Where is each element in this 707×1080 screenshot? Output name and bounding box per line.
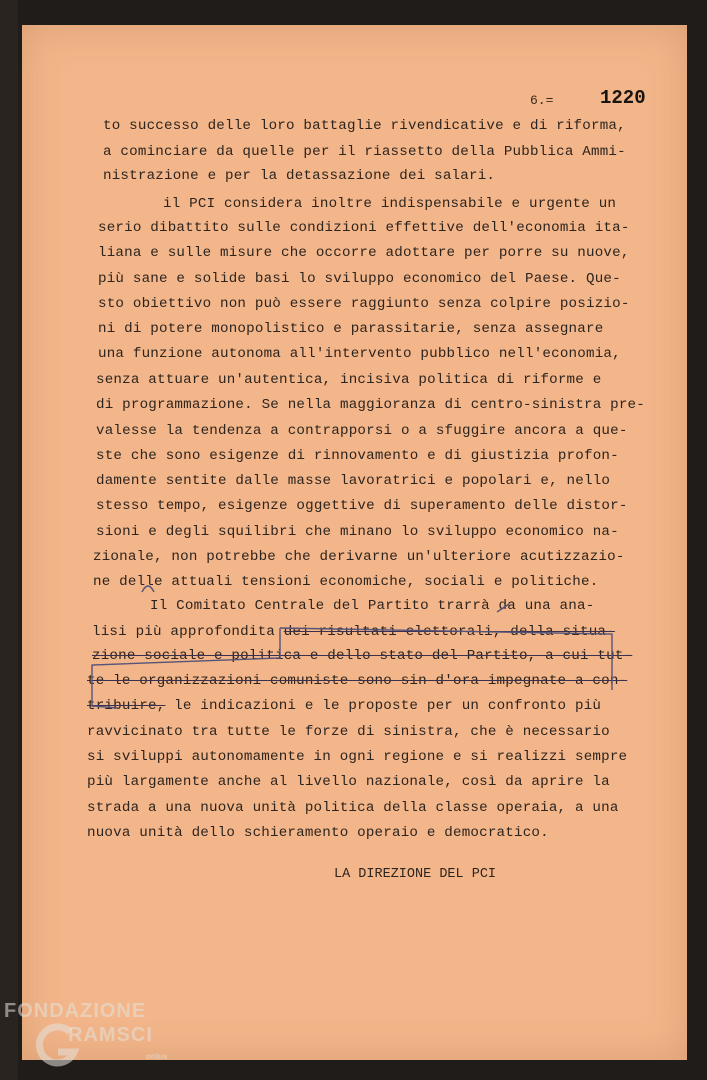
text-line [87,774,610,790]
line-text: il PCI considera inoltre indispensabile e urgente un [163,196,617,212]
line-text: strada a una nuova unità politica della classe operaia, a una [87,800,619,816]
text-line [103,144,626,160]
archive-border [0,0,18,1080]
text-line [96,473,610,489]
line-text: sioni e degli squilibri che minano lo sviluppo economico na- [96,524,619,540]
line-text: zionale, non potrebbe che derivarne un'ulteriore acutizzazio- [93,549,625,565]
text-line [96,498,628,514]
text-line [87,724,610,740]
text-line [98,321,603,337]
line-text: ni di potere monopolistico e parassitarie, senza assegnare [98,321,604,337]
signature-line: LA DIREZIONE DEL PCI [334,867,497,882]
text-line [87,749,627,765]
text-line [87,800,619,816]
archive-stamp-number: 1220 [600,87,646,109]
text-line [98,296,630,312]
text-line [92,624,615,640]
struck-text: dei risultati elettorali, della situa- [283,624,615,640]
text-line [96,372,601,388]
text-line [92,648,632,664]
line-text: nuova unità dello schieramento operaio e democratico. [87,825,549,841]
line-text: ravvicinato tra tutte le forze di sinistra, che è necessario [87,724,610,740]
line-text: stesso tempo, esigenze oggettive di superamento delle distor- [96,498,628,514]
text-line [93,549,625,565]
line-text: senza attuare un'autentica, incisiva politica di riforme e [96,372,602,388]
text-line [98,271,621,287]
line-text-after: le indicazioni e le proposte per un confronto più [165,698,602,714]
line-text: una funzione autonoma all'intervento pubblico nell'economia, [98,346,621,362]
struck-text: te le organizzazioni comuniste sono sin d'ora impegnate a con- [87,673,628,689]
text-line [98,220,630,236]
line-text: serio dibattito sulle condizioni effettive dell'economia ita- [98,220,630,236]
line-text: sto obiettivo non può essere raggiunto senza colpire posizio- [98,296,630,312]
watermark-line1: FONDAZIONE [4,1000,147,1022]
text-line [96,397,645,413]
line-text: si sviluppi autonomamente in ogni regione e si realizzi sempre [87,749,628,765]
text-line [87,825,549,841]
line-text: nistrazione e per la detassazione dei salari. [103,168,496,184]
text-line [87,698,601,714]
struck-text: tribuire, [87,698,166,714]
line-text: to successo delle loro battaglie rivendicative e di riforma, [103,118,626,134]
text-line [103,168,495,184]
line-text: Il Comitato Centrale del Partito trarrà da una ana- [150,598,595,614]
line-text: a cominciare da quelle per il riassetto della Pubblica Ammi- [103,144,626,160]
line-text: liana e sulle misure che occorre adottare per porre su nuove, [98,245,630,261]
text-line [98,245,630,261]
line-text: damente sentite dalle masse lavoratrici e popolari e, nello [96,473,611,489]
text-line [98,346,621,362]
line-text: di programmazione. Se nella maggioranza di centro-sinistra pre- [96,397,645,413]
text-line [96,524,619,540]
text-line [103,118,626,134]
line-text: ste che sono esigenze di rinnovamento e di giustizia profon- [96,448,619,464]
line-text: lisi più approfondita [92,624,275,640]
text-line [150,598,594,614]
line-text: valesse la tendenza a contrapporsi o a sfuggire ancora a que- [96,423,628,439]
line-text: ne delle attuali tensioni economiche, sociali e politiche. [93,574,599,590]
watermark-line2: RAMSCI [68,1024,153,1046]
text-line [93,574,598,590]
line-text: più sane e solide basi lo sviluppo economico del Paese. Que- [98,271,621,287]
text-line [87,673,627,689]
text-line [96,448,619,464]
page-number: 6.= [530,93,554,108]
struck-text: zione sociale e politica e dello stato del Partito, a cui tut- [92,648,633,664]
text-line [96,423,628,439]
line-text: più largamente anche al livello nazionale, così da aprire la [87,774,610,790]
watermark-sub: onlus [146,1052,168,1061]
text-line [163,196,616,212]
